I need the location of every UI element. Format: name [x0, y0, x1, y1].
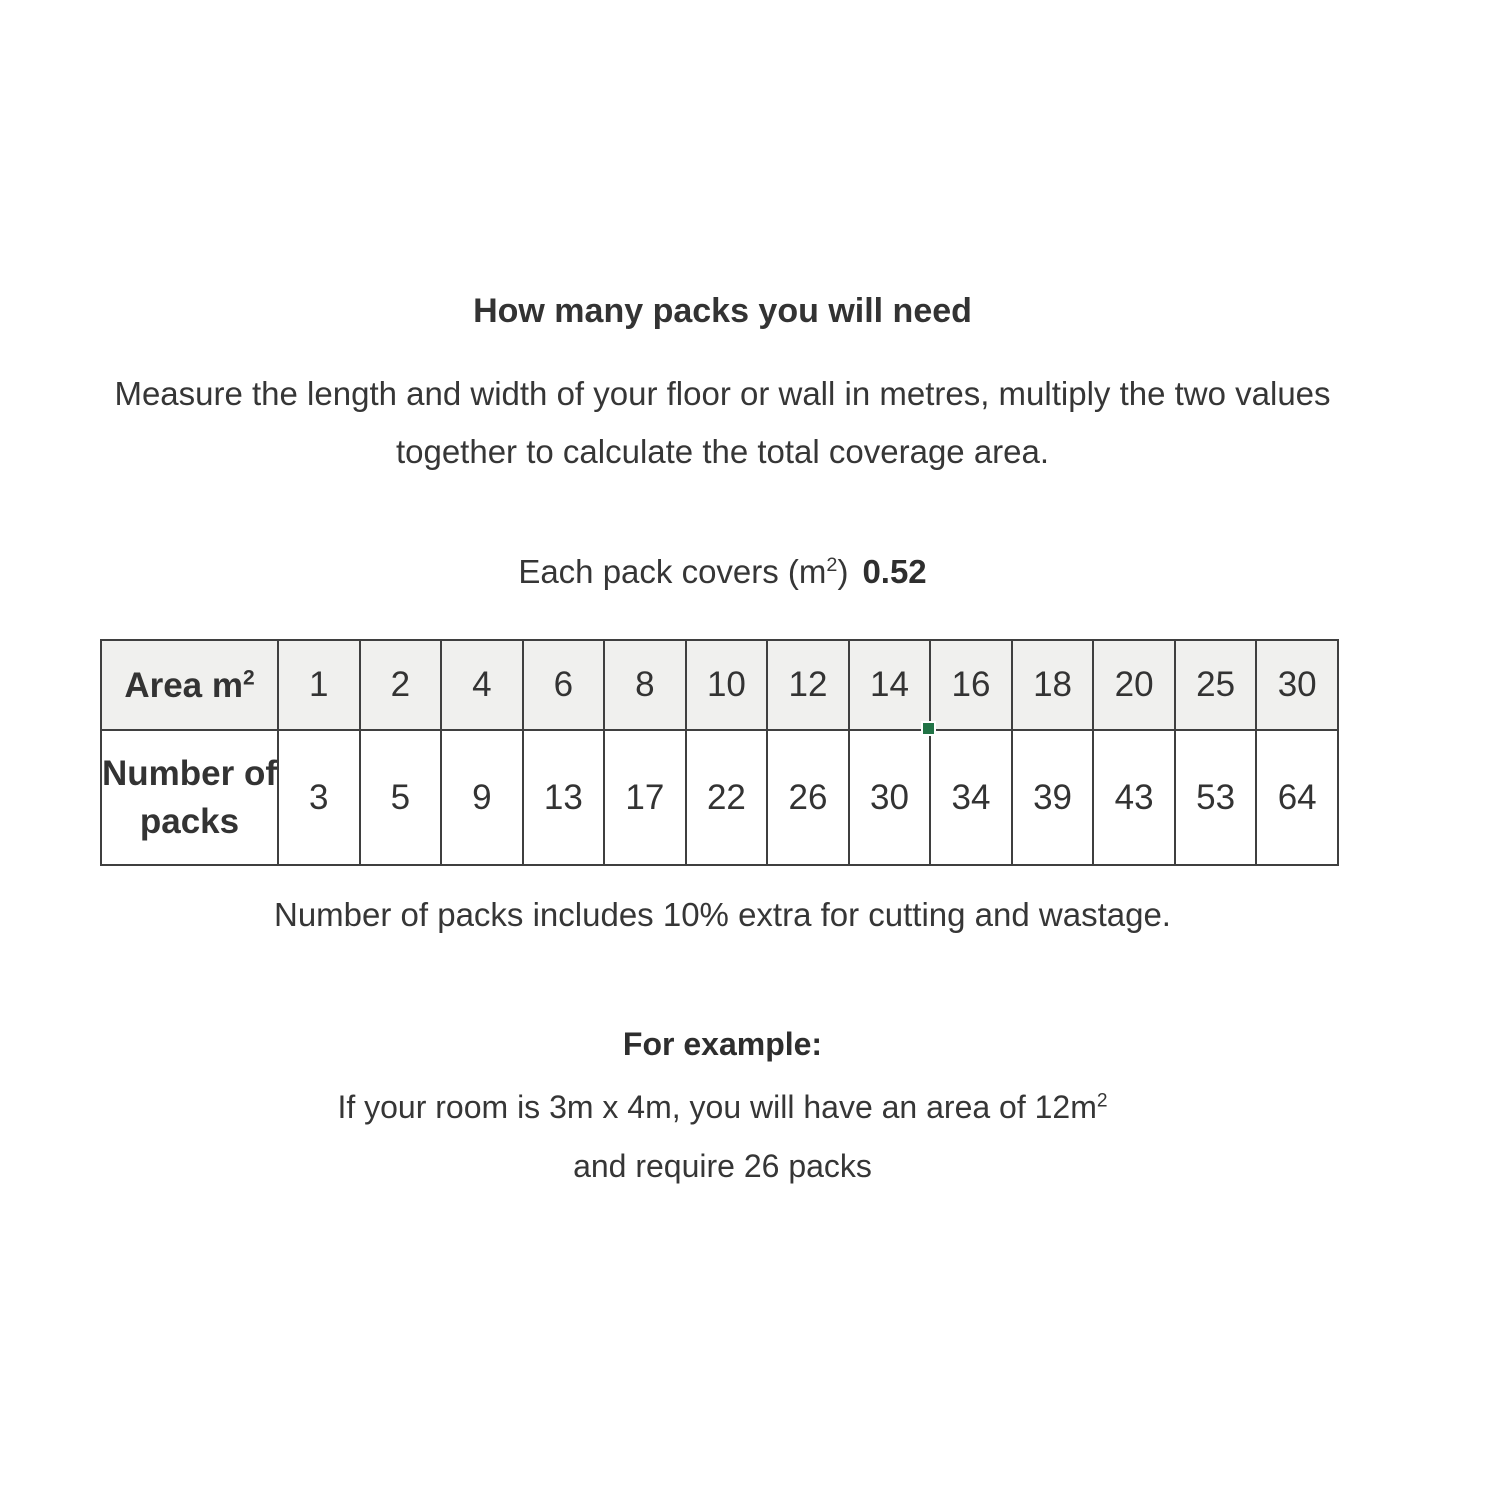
area-value-cell: 12: [767, 640, 849, 730]
coverage-label: Each pack covers (m: [518, 553, 827, 591]
selected-area-value: 14: [870, 665, 909, 705]
wastage-note: Number of packs includes 10% extra for cutting and wastage.: [274, 896, 1171, 934]
packs-value-cell: 9: [441, 730, 523, 865]
area-value-cell: 25: [1175, 640, 1257, 730]
selection-fill-handle: [921, 721, 936, 736]
area-value-cell: 4: [441, 640, 523, 730]
area-header-superscript: 2: [242, 665, 255, 689]
area-row: [101, 640, 1338, 730]
area-value-cell: 18: [1012, 640, 1094, 730]
packs-table: [100, 639, 1339, 866]
packs-value-cell: 64: [1256, 730, 1338, 865]
packs-value-cell: 39: [1012, 730, 1094, 865]
selected-area-cell: [849, 640, 931, 730]
packs-value-cell: 26: [767, 730, 849, 865]
packs-value-cell: 22: [686, 730, 768, 865]
packs-value-cell: 3: [278, 730, 360, 865]
page: [100, 0, 1345, 1185]
packs-value-cell: 5: [360, 730, 442, 865]
area-value-cell: 6: [523, 640, 605, 730]
example-line-1-text: If your room is 3m x 4m, you will have an area of 12m: [337, 1089, 1097, 1126]
packs-value-cell: 17: [604, 730, 686, 865]
packs-row: [101, 730, 1338, 865]
example-block: [100, 1026, 1345, 1185]
example-line-1: [100, 1089, 1345, 1126]
area-value-cell: 16: [930, 640, 1012, 730]
intro-text: Measure the length and width of your floor or wall in metres, multiply the two values together to calculate the total coverage area.: [114, 375, 1331, 471]
pack-coverage-line: [100, 553, 1345, 591]
packs-row-header: Number of packs: [101, 730, 278, 865]
coverage-superscript: 2: [826, 554, 838, 577]
page-title: How many packs you will need: [473, 292, 972, 330]
area-value-cell: 1: [278, 640, 360, 730]
area-value-cell: 10: [686, 640, 768, 730]
coverage-label-close: ): [837, 553, 849, 591]
area-header-label: Area m: [124, 665, 243, 705]
area-value-cell: 30: [1256, 640, 1338, 730]
example-superscript: 2: [1096, 1090, 1108, 1112]
area-row-header: [101, 640, 278, 730]
example-heading: For example:: [622, 1026, 823, 1063]
packs-value-cell: 30: [849, 730, 931, 865]
packs-value-cell: 34: [930, 730, 1012, 865]
area-value-cell: 8: [604, 640, 686, 730]
packs-value-cell: 53: [1175, 730, 1257, 865]
packs-value-cell: 13: [523, 730, 605, 865]
area-value-cell: 20: [1093, 640, 1175, 730]
example-line-2: and require 26 packs: [573, 1148, 872, 1185]
packs-value-cell: 43: [1093, 730, 1175, 865]
area-value-cell: 2: [360, 640, 442, 730]
coverage-value: 0.52: [862, 553, 927, 591]
